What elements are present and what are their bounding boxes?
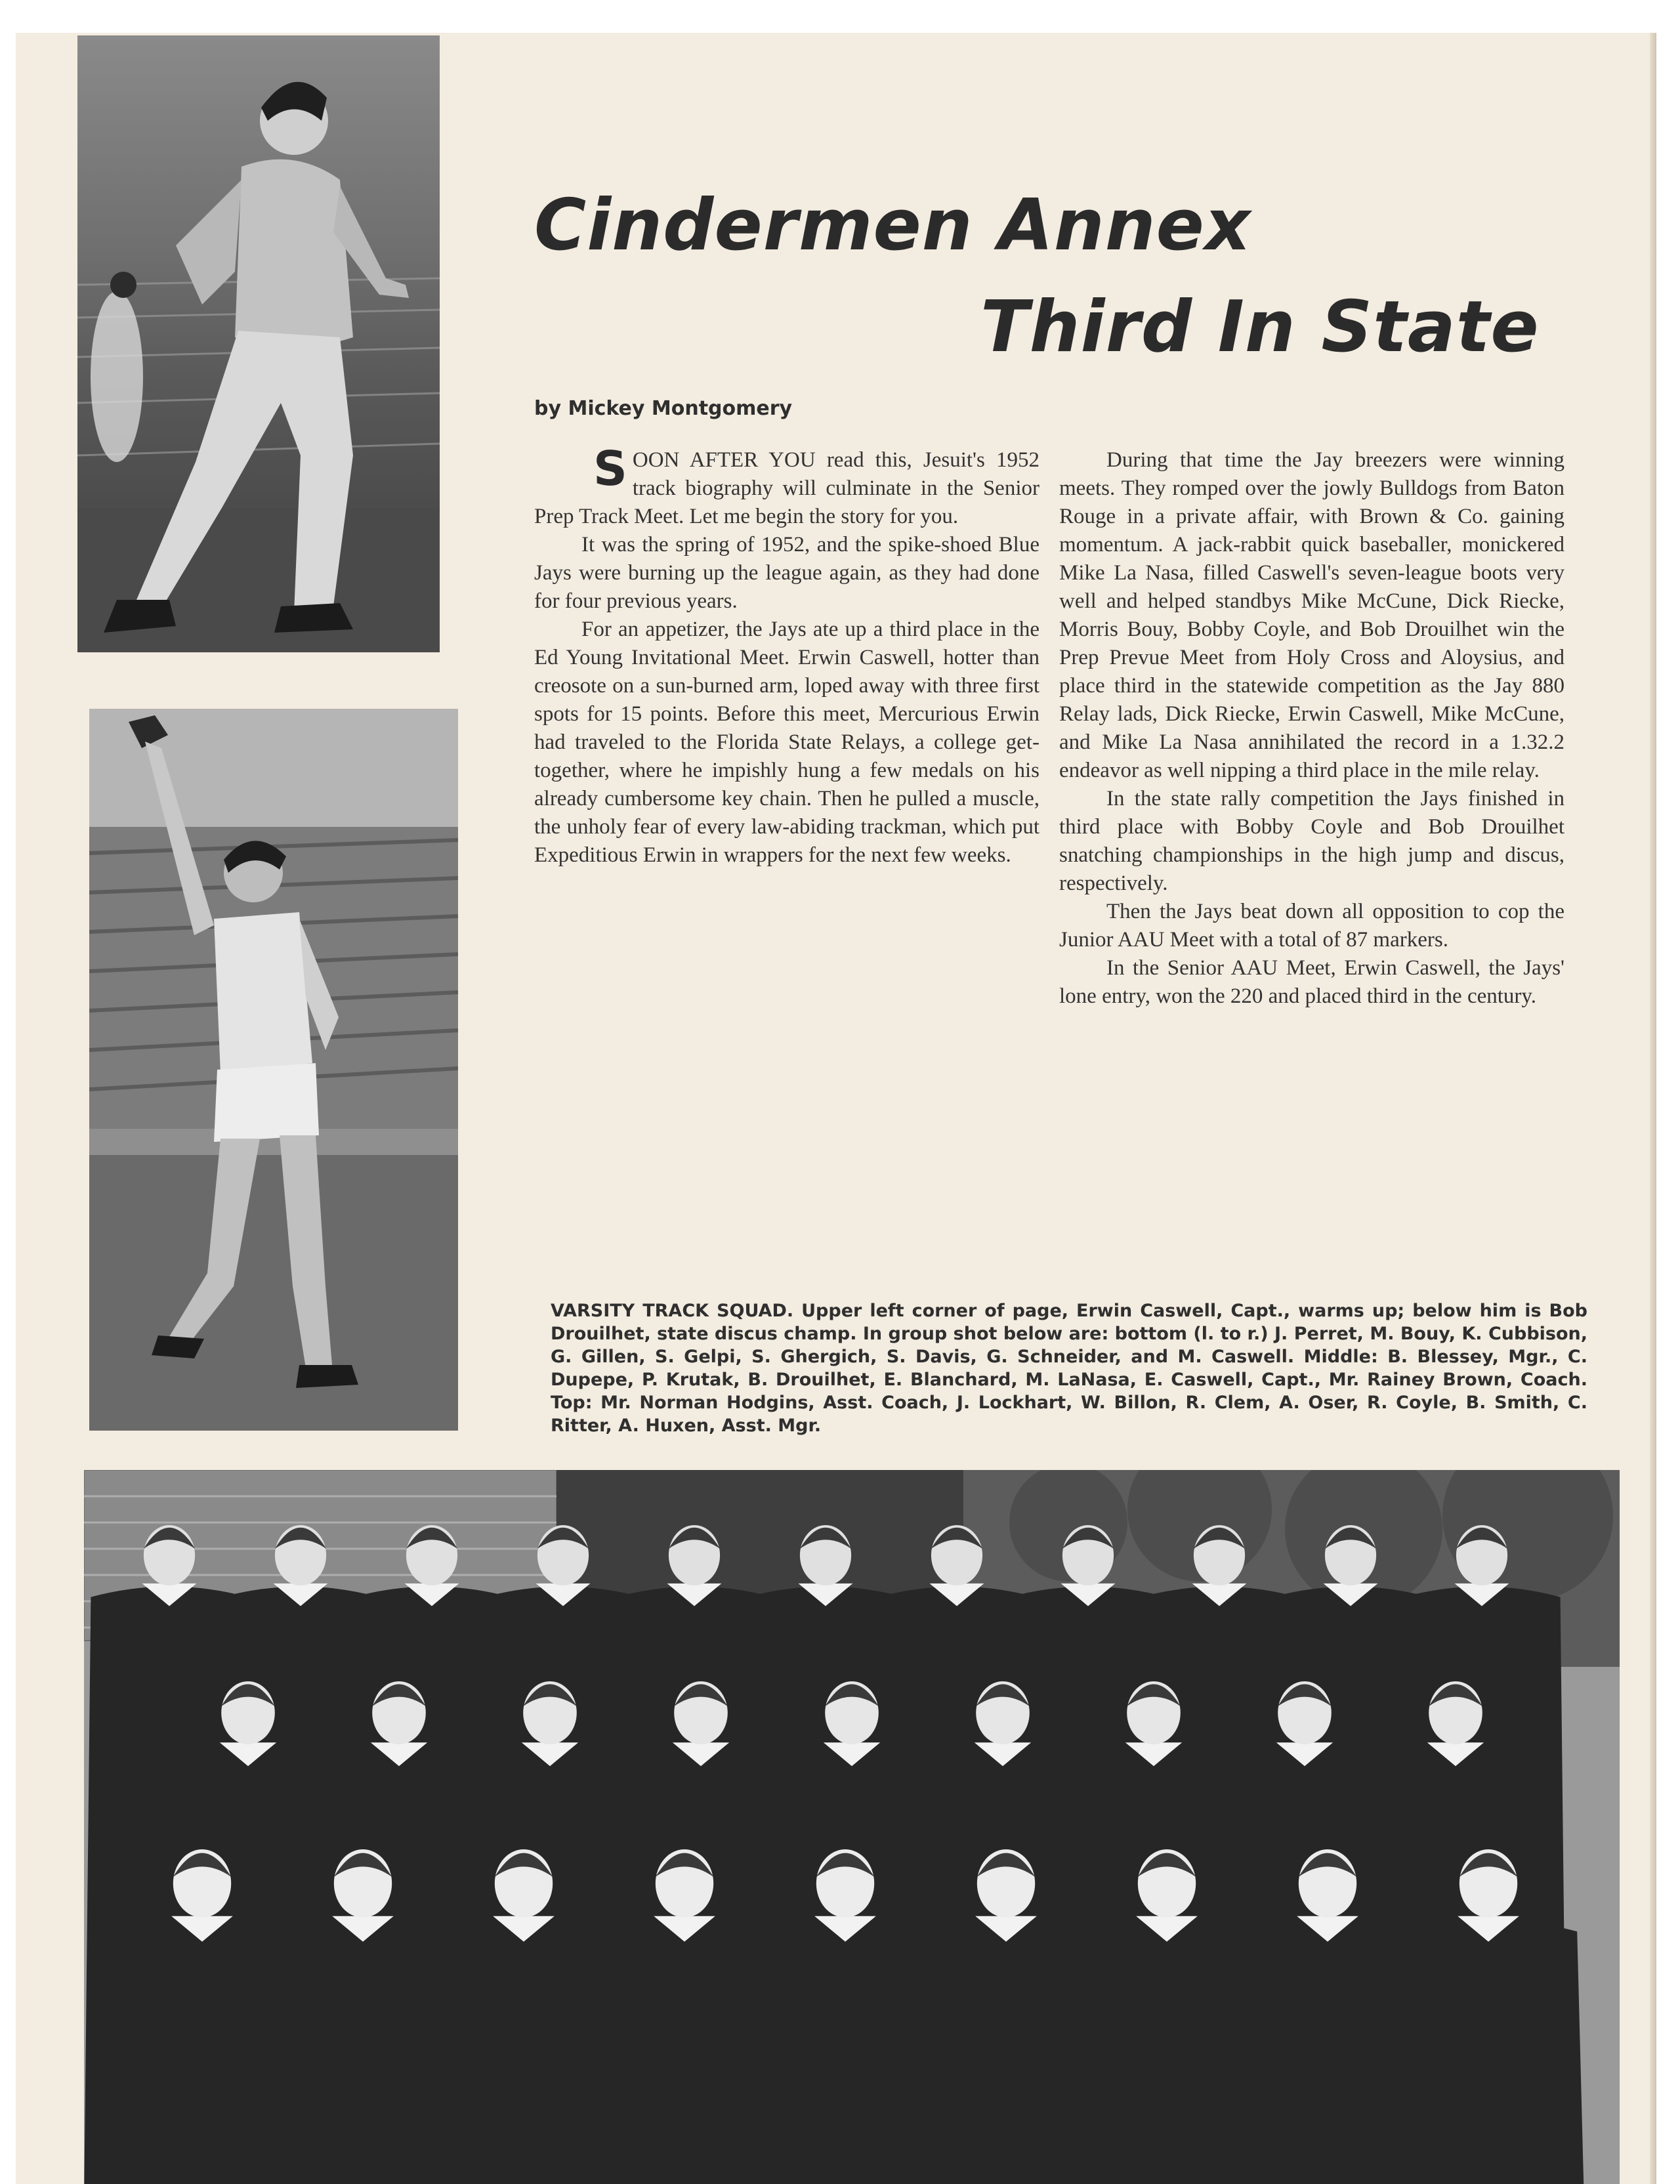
article-paragraph-6: Then the Jays beat down all opposition to cop the Junior AAU Meet with a total of 87 markers. bbox=[1059, 900, 1564, 952]
article-paragraph-7: In the Senior AAU Meet, Erwin Caswell, the Jays' lone entry, won the 220 and placed third in the century. bbox=[1059, 956, 1564, 1008]
photo-runner-warming-up bbox=[77, 35, 440, 652]
article-paragraph-5: In the state rally competition the Jays finished in third place with Bobby Coyle and Bob Drouilhet snatching championships in the high jump and discus, respectively. bbox=[1059, 787, 1564, 895]
paragraph-text: OON AFTER YOU read this, Jesuit's 1952 track biography will culminate in the Senior Prep Track Meet. Let me begin the story for you. bbox=[534, 448, 1040, 528]
photo-discus-champion bbox=[89, 709, 458, 1431]
drop-cap: S bbox=[593, 441, 627, 496]
article-column-1 bbox=[534, 441, 1040, 870]
article-paragraph-2: It was the spring of 1952, and the spike-shoed Blue Jays were burning up the league again, as they had done for four previous years. bbox=[534, 533, 1040, 613]
photo-varsity-track-squad bbox=[84, 1470, 1620, 2184]
article-paragraph-1 bbox=[534, 441, 1040, 531]
byline: by Mickey Montgomery bbox=[534, 397, 793, 420]
article-paragraph-4: During that time the Jay breezers were winning meets. They romped over the jowly Bulldogs from Baton Rouge in a private affair, with Brown & Co. gaining momentum. A jack-rabbit quick baseballer, monickered Mike La Nasa, filled Caswell's seven-league boots very well and helped standbys Mike McCune, Dick Riecke, Morris Bouy, Bobby Coyle, and Bob Drouilhet win the Prep Prevue Meet from Holy Cross and Aloysius, and place third in the statewide competition as the Jay 880 Relay lads, Dick Riecke, Erwin Caswell, Mike McCune, and Mike La Nasa annihilated the record in a 1.32.2 endeavor as well nipping a third place in the mile relay. bbox=[1059, 448, 1564, 782]
article-column-2 bbox=[1059, 446, 1564, 1011]
photo-caption: VARSITY TRACK SQUAD. Upper left corner of page, Erwin Caswell, Capt., warms up; below him is Bob Drouilhet, state discus champ. In group shot below are: bottom (l. to r.) J. Perret, M. Bouy, K. Cubbison, G. Gillen, S. Gelpi, S. Ghergich, S. Davis, G. Schneider, and M. Caswell. Middle: B. Blessey, Mgr., C. Dupepe, P. Krutak, B. Drouilhet, E. Blanchard, M. LaNasa, E. Caswell, Capt., Mr. Rainey Brown, Coach. Top: Mr. Norman Hodgins, Asst. Coach, J. Lockhart, W. Billon, R. Clem, A. Oser, R. Coyle, B. Smith, C. Ritter, A. Huxen, Asst. Mgr. bbox=[551, 1301, 1587, 1436]
article-paragraph-3: For an appetizer, the Jays ate up a third place in the Ed Young Invitational Meet. Erwin Caswell, hotter than creosote on a sun-burned arm, loped away with three first spots for 15 points. Before this meet, Mercurious Erwin had traveled to the Florida State Relays, a college get-together, where he impishly hung a few medals on his already cumbersome key chain. Then he pulled a muscle, the unholy fear of every law-abiding trackman, which put Expeditious Erwin in wrappers for the next few weeks. bbox=[534, 618, 1040, 867]
headline-line-2: Third In State bbox=[980, 286, 1540, 368]
yearbook-page bbox=[16, 33, 1656, 2184]
headline-line-1: Cindermen Annex bbox=[534, 184, 1251, 266]
